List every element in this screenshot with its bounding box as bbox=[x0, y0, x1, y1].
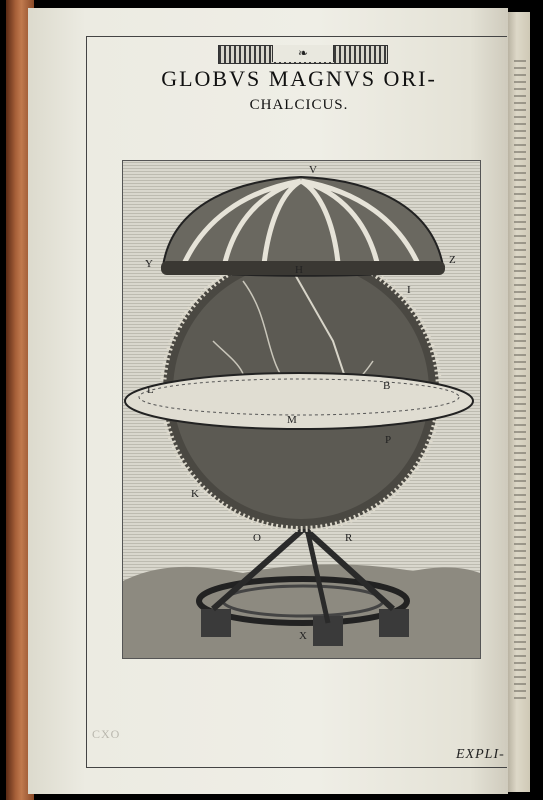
label-X: X bbox=[299, 630, 307, 642]
canopy-rim bbox=[161, 261, 445, 275]
page-title: GLOBVS MAGNVS ORI- bbox=[161, 66, 437, 91]
globe-engraving bbox=[123, 161, 480, 658]
label-L: L bbox=[147, 384, 154, 396]
label-Y: Y bbox=[145, 258, 153, 270]
label-K: K bbox=[191, 488, 199, 500]
label-B: B bbox=[383, 380, 391, 392]
label-O: O bbox=[253, 532, 261, 544]
label-M: M bbox=[287, 414, 297, 426]
label-I: I bbox=[407, 284, 411, 296]
ornament-glyph: ❧ bbox=[297, 46, 309, 60]
label-R: R bbox=[345, 532, 353, 544]
bleed-through-number: CXO bbox=[92, 727, 121, 741]
page-subtitle: CHALCICUS. bbox=[249, 97, 349, 113]
canopy-dome bbox=[163, 177, 443, 276]
foot-left bbox=[201, 609, 231, 637]
adjacent-page-text bbox=[514, 60, 526, 700]
label-V: V bbox=[309, 164, 317, 176]
ornament-center bbox=[272, 45, 334, 62]
horizon-ring bbox=[125, 373, 473, 429]
label-Z: Z bbox=[449, 254, 456, 266]
catchword: EXPLI- bbox=[456, 747, 505, 762]
foot-right bbox=[379, 609, 409, 637]
label-H: H bbox=[295, 264, 303, 276]
label-P: P bbox=[385, 434, 392, 446]
engraving-plate bbox=[122, 160, 481, 659]
